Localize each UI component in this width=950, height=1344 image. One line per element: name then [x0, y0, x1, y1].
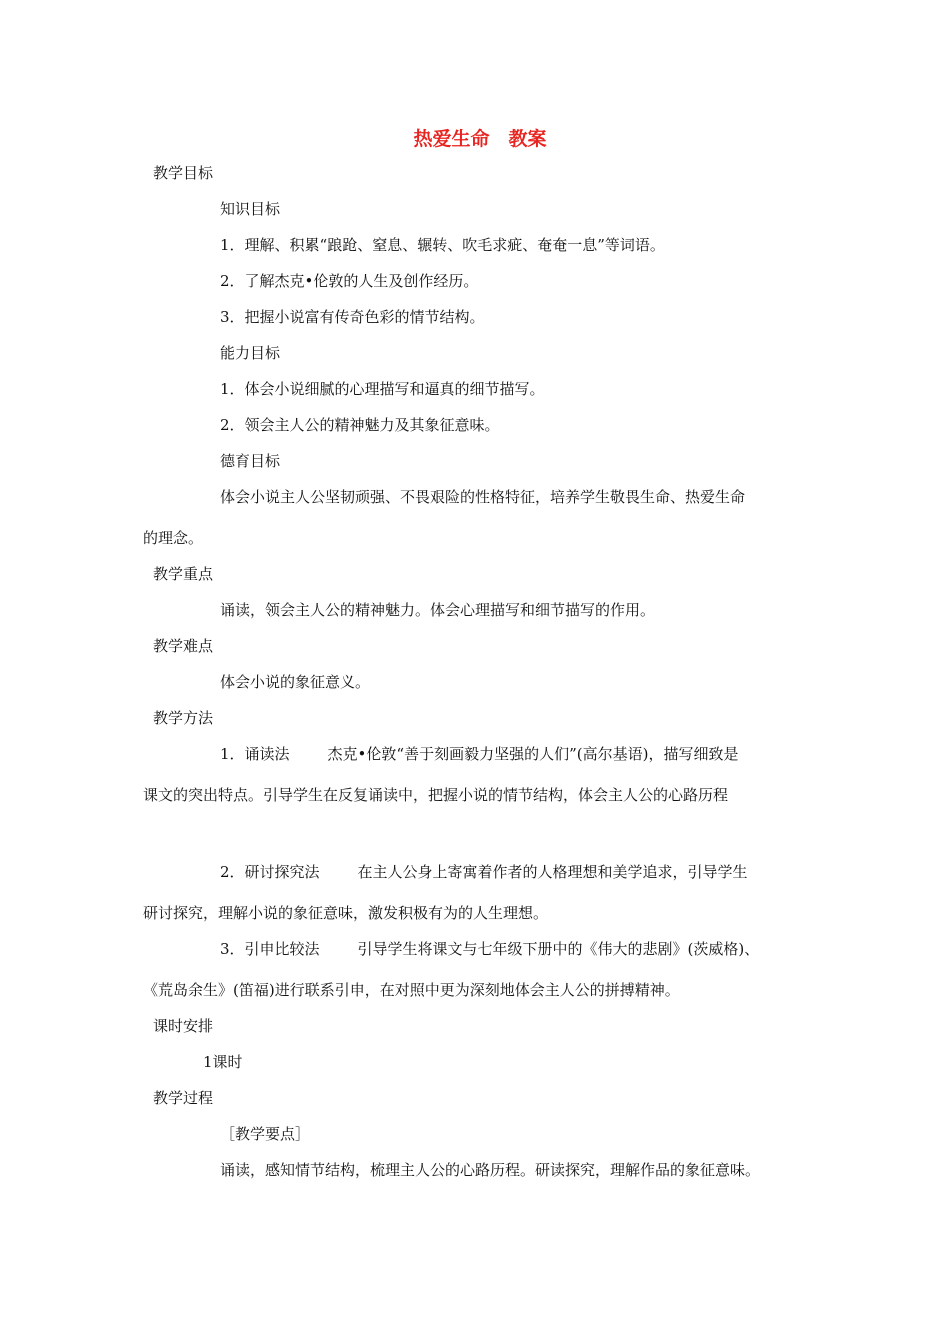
moral-text-line1: 体会小说主人公坚韧顽强、不畏艰险的性格特征，培养学生敬畏生命、热爱生命: [220, 488, 746, 506]
section-heading-methods: 教学方法: [153, 709, 214, 727]
method-3-desc: 引导学生将课文与七年级下册中的《伟大的悲剧》(茨威格)、: [357, 940, 760, 958]
knowledge-item: 3．把握小说富有传奇色彩的情节结构。: [220, 308, 485, 326]
key-points-text: 诵读，领会主人公的精神魅力。体会心理描写和细节描写的作用。: [220, 601, 656, 619]
knowledge-item: 2．了解杰克•伦敦的人生及创作经历。: [220, 272, 479, 290]
ability-item: 1．体会小说细腻的心理描写和逼真的细节描写。: [220, 380, 545, 398]
method-2-line1: [220, 862, 748, 882]
method-3-line2: 《荒岛余生》(笛福)进行联系引申，在对照中更为深刻地体会主人公的拼搏精神。: [143, 981, 680, 999]
subheading-moral: 德育目标: [220, 452, 281, 470]
process-text: 诵读，感知情节结构，梳理主人公的心路历程。研读探究，理解作品的象征意味。: [220, 1161, 761, 1179]
method-1-name: 1．诵读法: [220, 745, 290, 763]
schedule-text: 1课时: [203, 1053, 243, 1071]
section-heading-objectives: 教学目标: [153, 164, 214, 182]
ability-item: 2．领会主人公的精神魅力及其象征意味。: [220, 416, 500, 434]
section-heading-process: 教学过程: [153, 1089, 214, 1107]
process-subheading: ［教学要点］: [220, 1125, 311, 1143]
method-3-name: 3．引申比较法: [220, 940, 320, 958]
section-heading-difficulties: 教学难点: [153, 637, 214, 655]
difficulties-text: 体会小说的象征意义。: [220, 673, 371, 691]
subheading-knowledge: 知识目标: [220, 200, 281, 218]
method-2-line2: 研讨探究，理解小说的象征意味，激发积极有为的人生理想。: [143, 904, 549, 922]
method-1-desc: 杰克•伦敦“善于刻画毅力坚强的人们”(高尔基语)，描写细致是: [327, 745, 739, 763]
method-2-name: 2．研讨探究法: [220, 863, 320, 881]
section-heading-key-points: 教学重点: [153, 565, 214, 583]
knowledge-item: 1．理解、积累“踉跄、窒息、辗转、吹毛求疵、奄奄一息”等词语。: [220, 236, 665, 254]
method-2-desc: 在主人公身上寄寓着作者的人格理想和美学追求，引导学生: [357, 863, 748, 881]
subheading-ability: 能力目标: [220, 344, 281, 362]
method-1-line2: 课文的突出特点。引导学生在反复诵读中，把握小说的情节结构，体会主人公的心路历程: [143, 786, 729, 804]
document-title: 热爱生命 教案: [413, 128, 547, 150]
section-heading-schedule: 课时安排: [153, 1017, 214, 1035]
method-1-line1: [220, 744, 738, 764]
moral-text-line2: 的理念。: [143, 529, 204, 547]
method-3-line1: [220, 939, 759, 959]
